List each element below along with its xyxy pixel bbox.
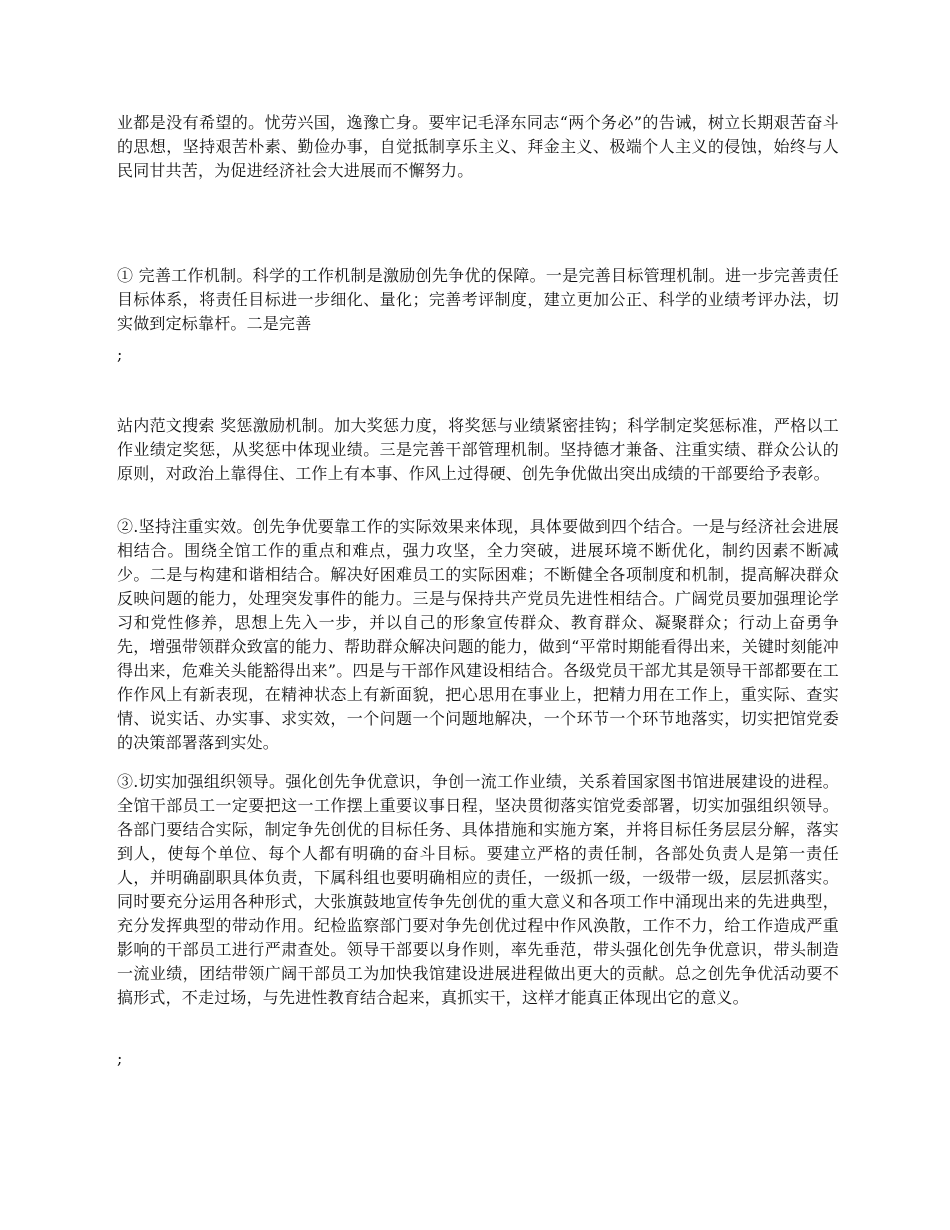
paragraph-item-2: ②.坚持注重实效。创先争优要靠工作的实际效果来体现，具体要做到四个结合。一是与经济社会进展相结合。围绕全馆工作的重点和难点，强力攻坚，全力突破，进展环境不断优化，制约因素不断减少。二是与构建和谐相结合。解决好困难员工的实际困难；不断健全各项制度和机制，提高解决群众反映问题的能力，处理突发事件的能力。三是与保持共产党员先进性相结合。广阔党员要加强理论学习和党性修养，思想上先入一步，并以自己的形象宣传群众、教育群众、凝聚群众；行动上奋勇争先，增强带领群众致富的能力、帮助群众解决问题的能力，做到“平常时期能看得出来，关键时刻能冲得出来，危难关头能豁得出来”。四是与干部作风建设相结合。各级党员干部尤其是领导干部都要在工作作风上有新表现，在精神状态上有新面貌，把心思用在事业上，把精力用在工作上，重实际、查实情、说实话、办实事、求实效，一个问题一个问题地解决，一个环节一个环节地落实，切实把馆党委的决策部署落到实处。 (117, 517, 839, 752)
separator-semicolon: ; (117, 345, 123, 364)
paragraph-item-1: ① 完善工作机制。科学的工作机制是激励创先争优的保障。一是完善目标管理机制。进一步完善责任目标体系，将责任目标进一步细化、量化；完善考评制度，建立更加公正、科学的业绩考评办法，切实做到定标靠杆。二是完善 (117, 266, 839, 333)
separator-semicolon: ; (117, 1049, 123, 1068)
paragraph-intro: 业都是没有希望的。忧劳兴国，逸豫亡身。要牢记毛泽东同志“两个务必”的告诫，树立长期艰苦奋斗的思想，坚持艰苦朴素、勤俭办事，自觉抵制享乐主义、拜金主义、极端个人主义的侵蚀，始终与人民同甘共苦，为促进经济社会大进展而不懈努力。 (117, 113, 839, 180)
paragraph-item-3: ③.切实加强组织领导。强化创先争优意识，争创一流工作业绩，关系着国家图书馆进展建设的进程。全馆干部员工一定要把这一工作摆上重要议事日程，坚决贯彻落实馆党委部署，切实加强组织领导。各部门要结合实际，制定争先创优的目标任务、具体措施和实施方案，并将目标任务层层分解，落实到人，使每个单位、每个人都有明确的奋斗目标。要建立严格的责任制，各部处负责人是第一责任人，并明确副职具体负责，下属科组也要明确相应的责任，一级抓一级，一级带一级，层层抓落实。同时要充分运用各种形式，大张旗鼓地宣传争先创优的重大意义和各项工作中涌现出来的先进典型，充分发挥典型的带动作用。纪检监察部门要对争先创优过程中作风涣散，工作不力，给工作造成严重影响的干部员工进行严肃查处。领导干部要以身作则，率先垂范，带头强化创先争优意识，带头制造一流业绩，团结带领广阔干部员工为加快我馆建设进展进程做出更大的贡献。总之创先争优活动要不搞形式，不走过场，与先进性教育结合起来，真抓实干，这样才能真正体现出它的意义。 (117, 772, 839, 1007)
paragraph-item-1-continued: 站内范文搜索 奖惩激励机制。加大奖惩力度，将奖惩与业绩紧密挂钩；科学制定奖惩标准，严格以工作业绩定奖惩，从奖惩中体现业绩。三是完善干部管理机制。坚持德才兼备、注重实绩、群众公认的原则，对政治上靠得住、工作上有本事、作风上过得硬、创先争优做出突出成绩的干部要给予表彰。 (117, 416, 839, 483)
